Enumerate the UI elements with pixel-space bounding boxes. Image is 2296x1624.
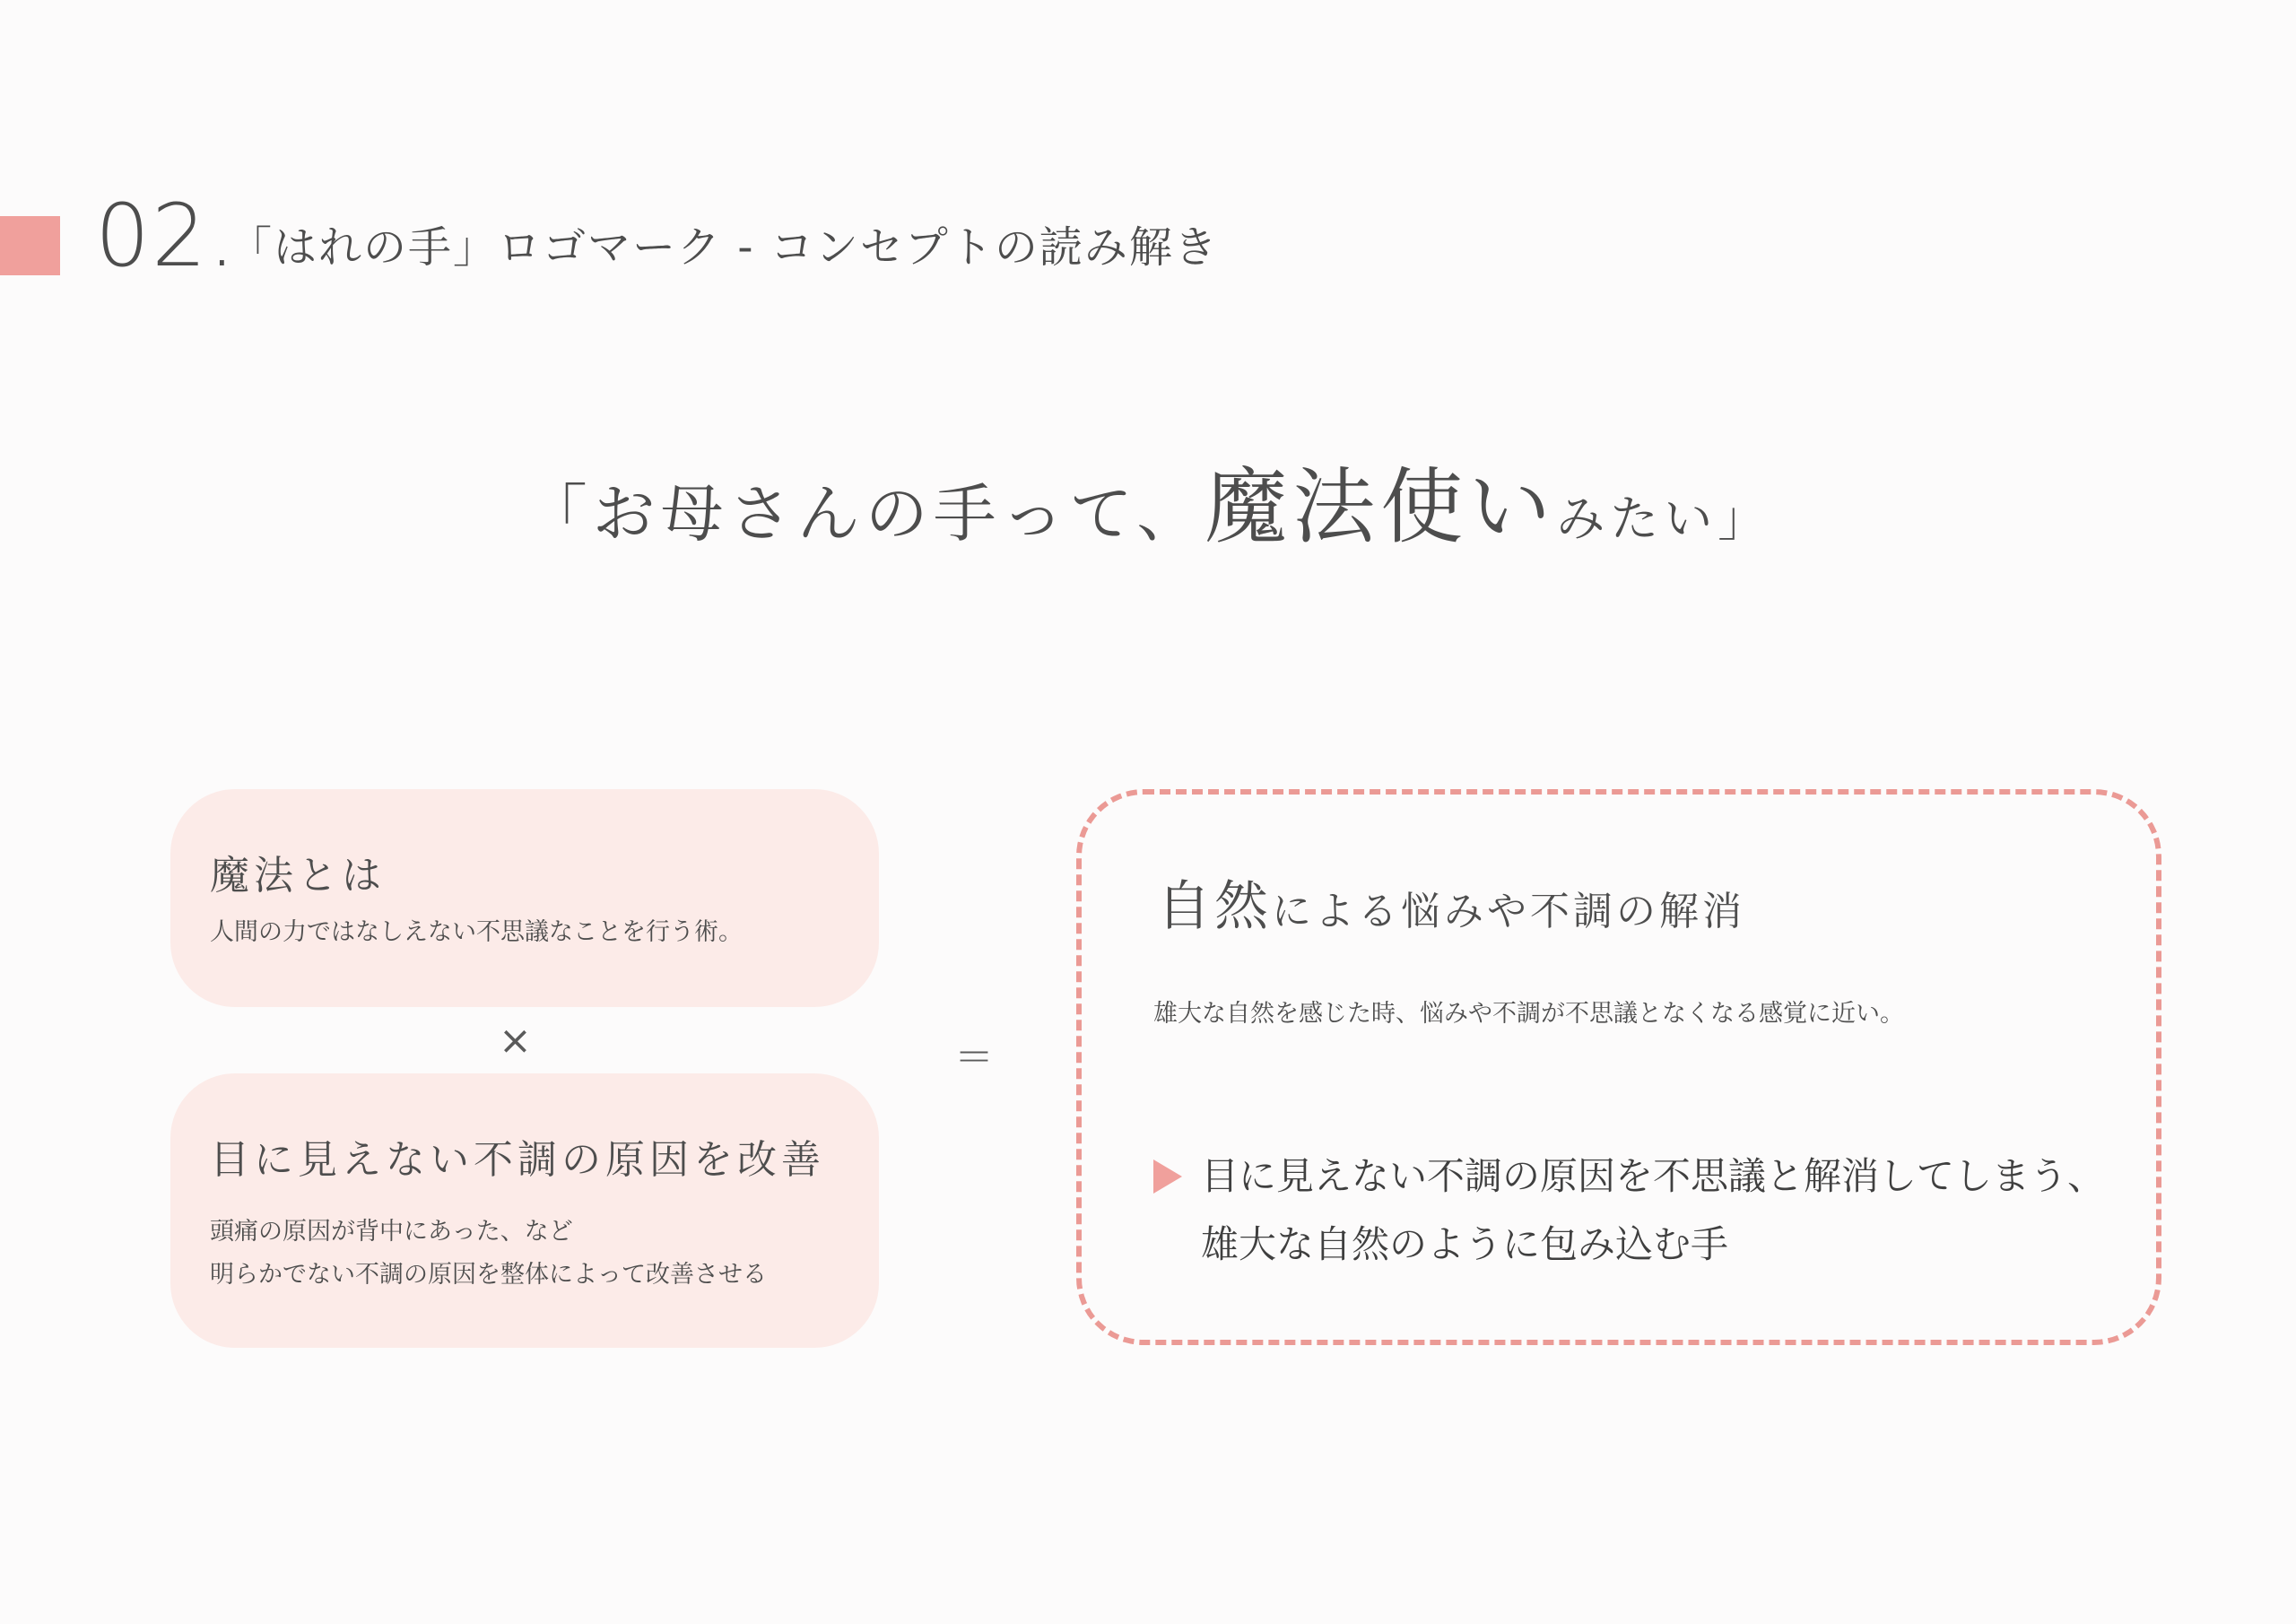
magic-definition-card <box>170 789 879 1007</box>
result-title-part1: 自然 <box>1157 875 1272 938</box>
magic-card-description: 人間の力ではなしえない不思議なことを行う術。 <box>210 918 743 946</box>
result-highlight <box>1201 1142 2105 1279</box>
improvement-card <box>170 1073 879 1348</box>
improvement-card-title: 目に見えない不調の原因を改善 <box>210 1137 825 1183</box>
tagline-part3: みたい」 <box>1556 491 1772 547</box>
result-title-part2: による悩みや不調の解消 <box>1272 889 1745 934</box>
result-title <box>1157 875 1745 938</box>
improvement-card-line1: 頭痛の原因が背中にあった、など <box>210 1218 573 1246</box>
result-highlight-line1: 目に見えない不調の原因を不思議と解消してしまう、 <box>1201 1154 2106 1198</box>
result-highlight-line2: 雄大な自然のように包み込む手 <box>1201 1222 1729 1266</box>
multiply-symbol: × <box>499 1018 532 1064</box>
tagline <box>0 459 2296 555</box>
tagline-part2: 魔法使い <box>1205 459 1557 555</box>
result-box <box>1076 789 2161 1345</box>
section-title: 「はれの手」ロゴマーク - コンセプトの読み解き <box>229 222 1219 273</box>
improvement-card-line2: 明らかでない不調の原因を整体によって改善させる <box>210 1261 767 1289</box>
section-accent-square <box>0 216 60 275</box>
triangle-bullet-icon <box>1153 1159 1182 1194</box>
equals-symbol: ＝ <box>954 1035 994 1081</box>
tagline-part1: 「お母さんの手って、 <box>524 477 1205 551</box>
result-description: 雄大な自然を感じた時、悩みや不調が不思議となくなる感覚に近い。 <box>1153 1000 1904 1028</box>
magic-card-title: 魔法とは <box>210 853 386 899</box>
section-number: 02. <box>95 186 238 286</box>
